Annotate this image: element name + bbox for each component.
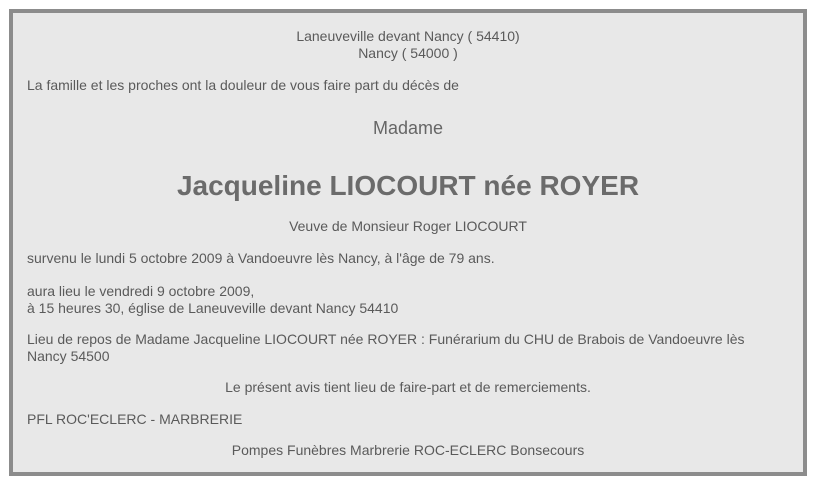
death-details: survenu le lundi 5 octobre 2009 à Vandoeuvre lès Nancy, à l'âge de 79 ans. — [27, 250, 495, 266]
ceremony-line-2: à 15 heures 30, église de Laneuveville devant Nancy 54410 — [27, 300, 399, 316]
company-full-name: Pompes Funèbres Marbrerie ROC-ECLERC Bonsecours — [231, 442, 585, 458]
company-short-name: PFL ROC'ECLERC - MARBRERIE — [27, 411, 243, 427]
rest-place-text: Lieu de repos de Madame Jacqueline LIOCOURT née ROYER : Funérarium du CHU de Brabois de Vandoeuvre lès Nancy 54500 — [27, 331, 745, 364]
location-line-2: Nancy ( 54000 ) — [358, 45, 458, 61]
ceremony-line-1: aura lieu le vendredi 9 octobre 2009, — [27, 283, 255, 299]
location-line-1: Laneuveville devant Nancy ( 54410) — [296, 28, 520, 44]
spouse-line: Veuve de Monsieur Roger LIOCOURT — [289, 218, 527, 234]
deceased-name: Jacqueline LIOCOURT née ROYER — [176, 170, 640, 201]
thanks-text: Le présent avis tient lieu de faire-part et de remerciements. — [225, 379, 591, 395]
intro-text: La famille et les proches ont la douleur de vous faire part du décès de — [27, 77, 459, 93]
honorific-title: Madame — [372, 118, 444, 138]
obituary-notice — [9, 9, 807, 476]
